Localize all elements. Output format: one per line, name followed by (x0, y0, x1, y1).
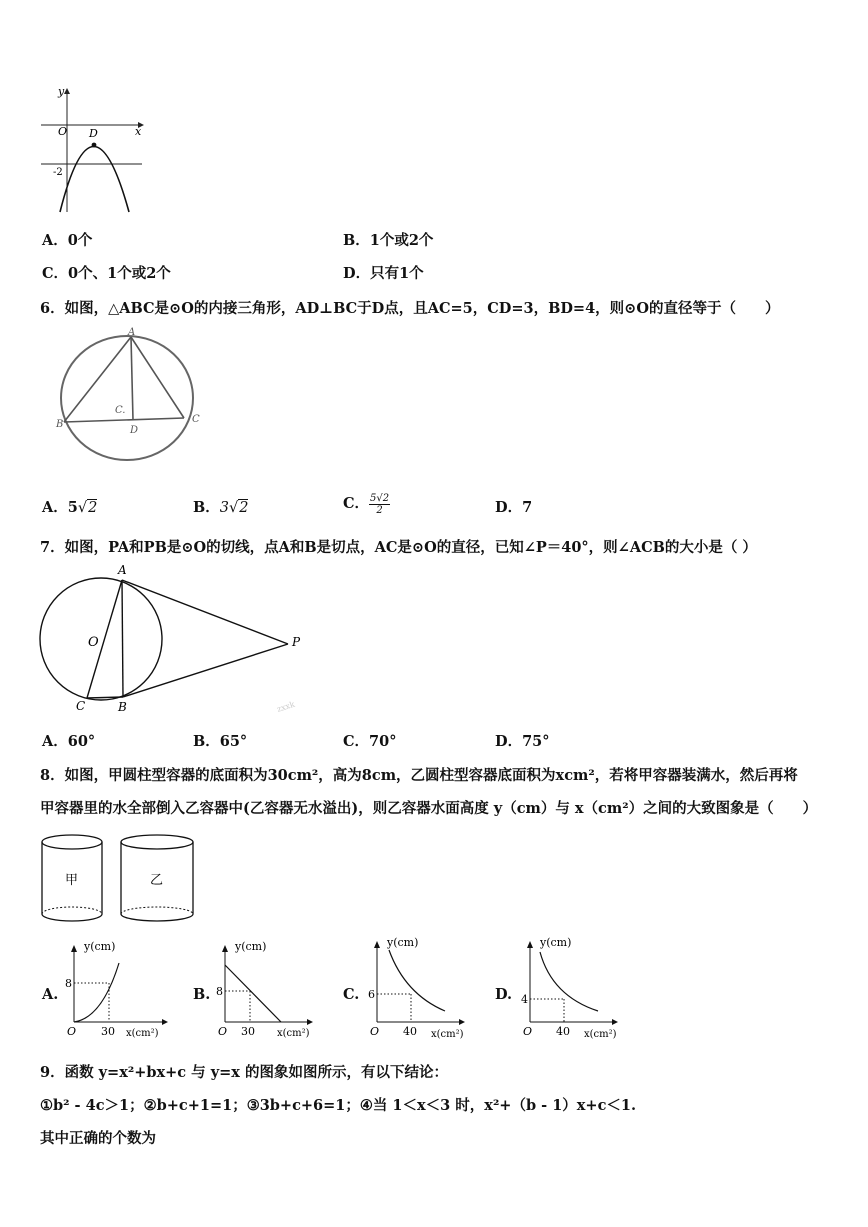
q8-graph-a (62, 940, 172, 1040)
q8-graph-c-ytick: 6 (368, 988, 375, 1001)
q8-graph-d-ylabel: y(cm) (540, 936, 572, 949)
q6-option-c[interactable] (343, 492, 390, 516)
q6-option-b-coef: 3 (219, 500, 229, 516)
q8-graph-b (213, 940, 323, 1040)
q5-option-a[interactable]: A．0个 (42, 232, 93, 249)
q6-option-c-label: C． (343, 495, 370, 512)
q7-c-label: C (76, 699, 86, 713)
q8-option-b[interactable]: B. (193, 986, 211, 1003)
q5-d-label: D (89, 127, 98, 140)
q6-option-b-radicand: 2 (239, 500, 249, 516)
q8-graph-a-xtick: 30 (101, 1025, 115, 1038)
q7-option-b[interactable]: B．65° (193, 733, 248, 750)
q5-origin-label: O (58, 125, 68, 138)
q7-watermark: zxxk (275, 699, 296, 714)
q8-graph-d-xtick: 40 (556, 1025, 570, 1038)
q5-option-c[interactable]: C．0个、1个或2个 (42, 265, 171, 282)
q8-graph-d-ytick: 4 (521, 993, 528, 1006)
q8-question-line1: 8．如图，甲圆柱型容器的底面积为30cm²，高为8cm，乙圆柱型容器底面积为xcm²，若将甲容器装满水，然后再将 (40, 767, 798, 784)
q8-graph-b-origin: O (218, 1025, 228, 1038)
q5-option-d[interactable]: D．只有1个 (343, 265, 424, 282)
q8-question-line2: 甲容器里的水全部倒入乙容器中(乙容器无水溢出)，则乙容器水面高度 y（cm）与 x（cm²）之间的大致图象是（ ） (40, 800, 818, 817)
q8-graph-c-xlabel: x(cm²) (431, 1029, 464, 1040)
q7-option-a[interactable]: A．60° (42, 733, 96, 750)
q6-option-d[interactable]: D．7 (495, 499, 533, 516)
q8-graph-c-origin: O (370, 1025, 380, 1038)
q6-option-a-radicand: 2 (88, 500, 98, 516)
q6-o-label: C. (115, 405, 126, 416)
q6-b-label: B (56, 419, 64, 430)
q6-option-b-label: B． (193, 499, 220, 516)
q7-o-label: O (88, 635, 99, 650)
q8-graph-d-origin: O (523, 1025, 533, 1038)
q6-option-a[interactable]: A．5√2 (42, 499, 98, 516)
q8-option-a[interactable]: A. (42, 986, 59, 1003)
q8-graph-b-xtick: 30 (241, 1025, 255, 1038)
q9-question-text: 9．函数 y=x²+bx+c 与 y=x 的图象如图所示，有以下结论： (40, 1064, 448, 1081)
q5-y-label: y (58, 85, 65, 98)
q6-d-label: D (130, 425, 139, 436)
q6-option-c-denominator: 2 (376, 504, 383, 516)
q5-x-label: x (135, 125, 142, 138)
q5-parabola-figure (38, 86, 153, 214)
q6-option-a-coef: 5 (67, 499, 78, 516)
q7-question-text: 7．如图，PA和PB是⊙O的切线，点A和B是切点，AC是⊙O的直径，已知∠P＝40°，则∠ACB的大小是（ ） (40, 539, 757, 556)
q8-graph-c-xtick: 40 (403, 1025, 417, 1038)
q8-graph-b-xlabel: x(cm²) (277, 1028, 310, 1039)
q8-graph-a-xlabel: x(cm²) (126, 1028, 159, 1039)
q8-graph-d-xlabel: x(cm²) (584, 1029, 617, 1040)
q6-question-text: 6．如图，△ABC是⊙O的内接三角形，AD⊥BC于D点，且AC=5，CD=3，BD=4，则⊙O的直径等于（ ） (40, 300, 780, 317)
q7-b-label: B (118, 700, 127, 714)
q8-graph-c-ylabel: y(cm) (387, 936, 419, 949)
q8-graph-b-ytick: 8 (216, 985, 223, 998)
cylinder-yi-label: 乙 (150, 873, 164, 888)
q8-graph-a-ylabel: y(cm) (84, 940, 116, 953)
cylinder-jia-label: 甲 (65, 873, 79, 888)
q6-c-label: C (192, 414, 200, 425)
q5-minus2-label: -2 (53, 167, 63, 178)
q7-p-label: P (292, 635, 301, 649)
q7-tangent-figure (40, 560, 310, 720)
q6-a-label: A (128, 327, 136, 338)
q6-option-a-label: A． (42, 499, 68, 516)
q9-tail-text: 其中正确的个数为 (40, 1130, 156, 1147)
q5-option-b[interactable]: B．1个或2个 (343, 232, 434, 249)
q8-cylinders-figure (40, 832, 200, 927)
q9-conditions: ①b² - 4c＞1；②b+c+1=1；③3b+c+6=1；④当 1＜x＜3 时，x²+（b - 1）x+c＜1. (40, 1097, 637, 1114)
q8-graph-d (518, 936, 633, 1040)
q8-option-c[interactable]: C. (343, 986, 360, 1003)
q8-graph-c (365, 936, 480, 1040)
q6-option-b[interactable]: B．3√2 (193, 499, 249, 516)
q8-graph-a-ytick: 8 (65, 977, 72, 990)
q8-graph-a-origin: O (67, 1025, 77, 1038)
q7-option-c[interactable]: C．70° (343, 733, 397, 750)
q7-option-d[interactable]: D．75° (495, 733, 550, 750)
q8-option-d[interactable]: D. (495, 986, 513, 1003)
q7-a-label: A (118, 563, 127, 577)
q6-circle-figure (56, 327, 206, 465)
q6-option-c-numerator: 5√2 (370, 492, 390, 504)
q8-graph-b-ylabel: y(cm) (235, 940, 267, 953)
